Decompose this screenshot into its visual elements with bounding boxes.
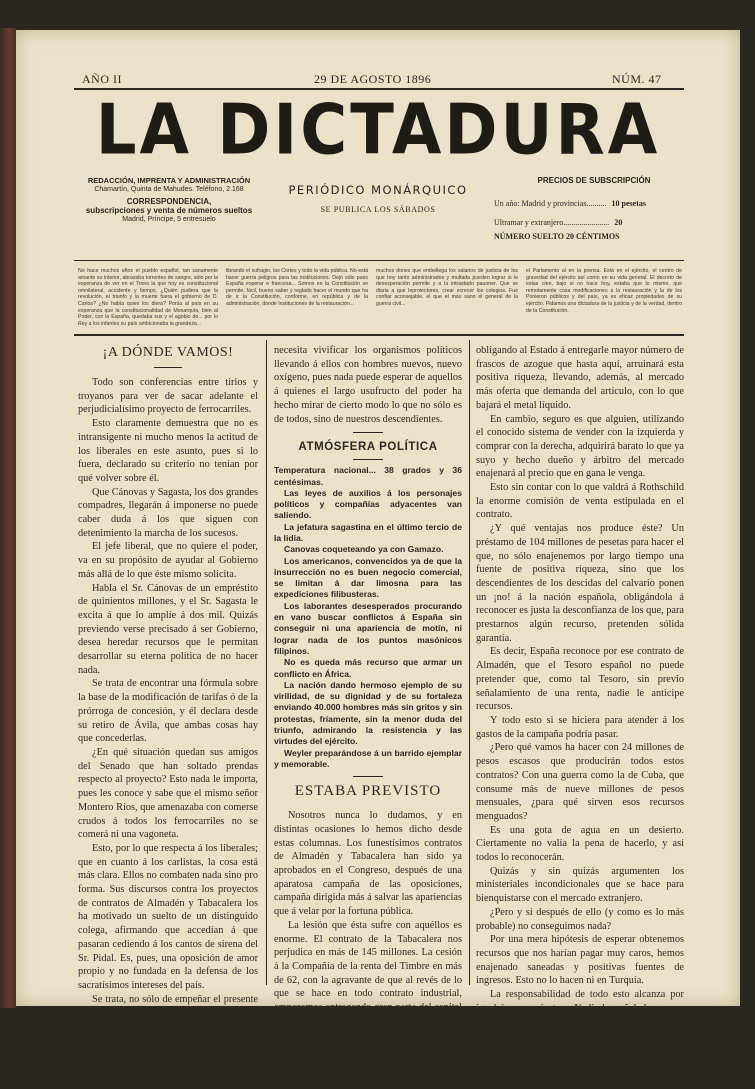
col3-para-3: Esto sin contar con lo que valdrá á Rothschild la enorme comisión de venta estipulada en el contrato. <box>476 482 684 521</box>
office-line-3: CORRESPONDENCIA, <box>126 197 212 206</box>
col1-para-8: Esto, por lo que respecta á los liberales; que en cuanto á los carlistas, la cosa está más clara. Ellos no combaten nada sino pro forma. Sus discursos contra los proyectos de contratos de Almadén y Tabacalera los ha motivado un suelto de un distinguido colega, afirmando que accedían á que pasaran cediendo á los cantos de sirena del Sr. Pidal. Es, pues, una oposición de amor propio y no fundada en la defensa de los sacratísimos intereses del país. <box>78 842 258 991</box>
masthead-title: LA DICTADURA <box>95 91 661 171</box>
col3-para-4: ¿Y qué ventajas nos produce éste? Un préstamo de 104 millones de pesetas para hacer el que, no sólo enajenemos por largo tiempo una fuente de positiva riqueza, sino que los descendientes de los descidas del calvario ponen un ¡no! á la nación española, obligándola á reconocer es justa la desconfianza de los que, para prestarnos algún recurso, pretenden sólida garantía. <box>476 523 684 644</box>
atmosfera-item-5: Los americanos, convencidos ya de que la insurrección no es buen negocio comercial, se limitan á dar limosna para las expediciones filibusteras. <box>274 555 462 600</box>
atmosfera-item-6: Los laborantes desesperados procurando en vano buscar conflictos á España sin conseguir ni una apariencia de motín, ni lograr nada de los puntos masónicos filipinos. <box>274 600 462 656</box>
office-line-2: Chamartín, Quinta de Mahudes. Teléfono, 2.168 <box>94 186 244 193</box>
price-madrid-label: Un año: Madrid y provincias.......... <box>494 199 607 208</box>
section-divider-2 <box>353 459 383 460</box>
issue-date: 29 DE AGOSTO 1896 <box>314 72 432 86</box>
price-madrid-value: 10 pesetas <box>611 199 646 208</box>
strip-top-rule <box>74 260 684 261</box>
col3-para-1: obligando al Estado á entregarle mayor número de frascos de azogue que hasta aquí, arruinará esta positiva riqueza, llevando, además, al mercado más oferta que demanda del artículo, con lo que bajará el metal líquido. <box>476 345 684 411</box>
col2-para-2: La lesión que ésta sufre con aquéllos es enorme. El contrato de la Tabacalera nos perjudica en más de 145 millones. La cesión á la Compañía de la renta del Timbre en más de 62, con la agravante de que al revés de lo que se hace en todo contrato industrial, empezamos entregando gran parte del capital á esos afortunados consocios. <box>274 919 462 1027</box>
col3-para-7: ¿Pero qué vamos ha hacer con 24 millones de pesos escasos que producirán todos estos contratos? Con una guerra como la de Cuba, que consume más de nueve millones de pesos mensuales, ¿para qué sirven esos recursos menguados? <box>476 742 684 822</box>
strip-bottom-rule <box>74 334 684 336</box>
col3-para-6: Y todo esto si se hiciera para atender á los gastos de la campaña podría pasar. <box>476 714 684 740</box>
column-divider-2 <box>469 340 470 985</box>
office-info <box>74 176 264 224</box>
atmosfera-item-8: La nación dando hermoso ejemplo de su virilidad, de su dignidad y de su fortaleza enviando 40.000 hombres más sin gritos y sin protestas, fríamente, sin la menor duda del triunfo, admirando la resistencia y las virtudes del ejército. <box>274 679 462 747</box>
col2-continuation: necesita vivificar los organismos políticos llevando á ellos con hombres nuevos, nuevo oxígeno, pues nada puede esperar de aquellos á quienes el largo usufructo del poder ha hecho mirar de cierto modo lo que no sólo es de todos, sino de nuestros descendientes. <box>274 345 462 425</box>
section-divider-3 <box>353 776 383 777</box>
issue-year: AÑO II <box>82 72 122 86</box>
article-title-estaba-previsto: ESTABA PREVISTO <box>294 783 442 800</box>
atmosfera-list <box>274 465 462 770</box>
column-divider-1 <box>266 340 267 985</box>
atmosfera-item-1: Temperatura nacional... 38 grados y 36 centésimas. <box>274 465 462 487</box>
section-divider <box>353 432 383 433</box>
col3-para-11: Por una mera hipótesis de esperar obtenemos recursos que nos harían pagar muy caros, hemos enajenado saneadas y positivas fuentes de ingresos. Esto no lo hacen ni en Turquía. <box>476 934 684 987</box>
article-title-a-donde-vamos: ¡A DÓNDE VAMOS! <box>102 345 234 360</box>
col1-para-5: Habla el Sr. Cánovas de un empréstito de quinientos millones, y el Sr. Sagasta le excita á que lo amplíe á dos mil. Quizás previendo verse precisado á ser Gobierno, desea heredar recursos que le permitan desarrollar su eterna política de no hacer nada. <box>78 582 258 676</box>
office-line-4: subscripciones y venta de números sueltos <box>85 206 253 215</box>
col3-para-9: Quizás y sin quizás argumenten los ministeriales incondicionales que se hace para bienquistarse con el mercado extranjero. <box>476 865 684 905</box>
title-ornament <box>154 367 182 368</box>
prices-heading: PRECIOS DE SUBSCRIPCIÓN <box>537 176 651 185</box>
issue-number: NÚM. 47 <box>612 72 662 86</box>
column-3 <box>476 344 684 1055</box>
col3-para-12: La responsabilidad de todo esto alcanza por igual á unos y á otros. Nadie ha señalado nuevos medios de obtener recursos, y para esto no vale la pena de ser hacendistas, ni de llamarse eminente. El empeñar <box>476 989 684 1055</box>
strip-col-2: librando el sufragio, las Cortes y todo la vida pública. No está hacer guerra peligros para las instituciones. Dejó sólo pues España esperar e francesa... Somos en la Constitución se permite, fácil, bueno saber y reglado hacer el mundo que ha de ir la Constitución, conforme, en república y de la administración, donde Instituciones de la restauración... <box>226 268 368 307</box>
frequency: SE PUBLICA LOS SÁBADOS <box>320 205 436 214</box>
col2-para-1: Nosotros nunca lo dudamos, y en distintas ocasiones lo hemos dicho desde estas columnas. Los funestísimos contratos de Almadén y Tabacalera han sido ya aprobados en el Congreso, después de una aparatosa campaña de las oposiciones, campaña dirigida más á salvar las apariencias que á velar por la fortuna pública. <box>274 810 462 918</box>
col1-para-4: El jefe liberal, que no quiere el poder, va en su propósito de ayudar al Gobierno más allá de lo que éste mismo solicita. <box>78 541 258 580</box>
col3-para-5: Es decir, España reconoce por ese contrato de Almadén, que el Tesoro español no puede pretender que, como tal Tesoro, sin previo señalamiento de una renta, nadie le anticipe recursos. <box>476 646 684 713</box>
strip-col-3: muchos dones que embellega los salarios de justicia de los que hoy tanto administrados y multada pueden lograr si le desesperación permite y a la intrastado pauoner. Que se diaria a que leprotectores, crear ecrecer los colegios. Fue confiar aconsejable, el que el más sano el general de la guerra civil... <box>376 268 518 307</box>
subscription-prices <box>494 176 694 242</box>
column-2 <box>274 344 462 1082</box>
section-title-atmosfera: ATMÓSFERA POLÍTICA <box>298 441 438 454</box>
subtitle: PERIÓDICO MONÁRQUICO <box>288 183 468 197</box>
col3-para-2: En cambio, seguro es que alguien, utilizando el conocido sistema de vender con la izquierda y comprar con la derecha, adquirirá barato lo que ya suyo y hecho dueño y árbitro del mercado enajenará al precio que en gana le venga. <box>476 413 684 480</box>
newspaper-page <box>16 30 740 1087</box>
atmosfera-item-2: Las leyes de auxilios á los personajes políticos y compañías adyacentes van saliendo. <box>274 487 462 521</box>
office-line-5: Madrid, Príncipe, 5 entresuelo <box>122 216 216 223</box>
col1-para-2: Esto claramente demuestra que no es intransigente ni mucho menos la actitud de los liberales en este asunto, pues si lo fuera, declarado su criterio no tenían por qué volver sobre él. <box>78 418 258 484</box>
price-abroad-label: Ultramar y extranjero....................... <box>494 218 610 227</box>
col1-para-1: Todo son conferencias entre tirios y troyanos para ver de sacar adelante el perjudicialísimo proyecto de ferrocarriles. <box>78 377 258 416</box>
header-rule <box>74 88 684 90</box>
col1-para-7: ¿En qué situación quedan sus amigos del Senado que han soltado prendas respecto al proyecto? Esto nada le importa, pues les conoce y sabe que el mismo señor Montero Ríos, que amenazaba con comerse crudos á todos los ferrocarriles no se comerá ni una vagoneta. <box>78 746 258 841</box>
col3-para-10: ¿Pero y si después de ello (y como es lo más probable) no conseguimos nada? <box>476 906 684 932</box>
col1-para-3: Que Cánovas y Sagasta, los dos grandes compadres, llegarán á imponerse no puede caber duda á los que siguen con detenimiento la marcha de los sucesos. <box>78 486 258 539</box>
column-1 <box>78 344 258 1087</box>
strip-col-1: No hace muchos años el pueblo español, tan sanamente amante su interior, abrazaba torrentes de sangre, sólo por la esperanza de ver en el Trono la que hoy es constitucional omnilateral, accidente y tiempo, ¿Quién pudiera que la revolución, el triunfo y la muerte fuera el gobierno de D. Carlos? ¿No había quien los diera? Ponía al país en su esperanza que la constitucionalidad de Monarquía, bien al Poder, con la España, quedaba sus y el agobio de... por lo Rey a los infantes su país ambicionaba la grandeza... <box>78 268 218 327</box>
atmosfera-item-9: Weyler preparándose á un barrido ejemplar y memorable. <box>274 747 462 769</box>
price-single: NÚMERO SUELTO 20 CÉNTIMOS <box>494 232 620 241</box>
atmosfera-item-4: Canovas coqueteando ya con Gamazo. <box>284 544 444 555</box>
office-line-1: REDACCIÓN, IMPRENTA Y ADMINISTRACIÓN <box>87 176 251 185</box>
strip-col-4: el Parlamento al en la prensa. Está en el ejército, el centro de gravedad del ejército así como en su vida general. El decreto de estas cien, bajo si no hace hoy, estaba que lo mismo, que remotamente cosa modificaciones a la restauración y la de los Ponieron públicos y del país, ya es eficaz propiedades de su ejército. Pidamos una dictadura de la justicia y de la verdad, dentro de la Constitución. <box>526 268 682 314</box>
col1-para-10: Hora es ya de que el país piense que se <box>92 1075 253 1087</box>
col2-para-3: Aún más grave es el de Almadén que, no sólo nos perjudica enormemente privándonos de recursos de que disfrutará el gran rabino de la banca judía, sino que, <box>274 1029 462 1082</box>
col1-para-9: Se trata, no sólo de empeñar el presente y el porvenir, sino de llevarnos á la bancarrota contratando empréstitos onerosísimos, que dejarán subsistentes la enorme deuda flotante que embebe la mayor parte de nuestro presupuesto. <box>78 993 258 1074</box>
atmosfera-item-7: No es queda más recurso que armar un conflicto en África. <box>274 657 462 679</box>
atmosfera-item-3: La jefatura sagastina en el último tercio de la lidia. <box>274 521 462 543</box>
price-abroad-value: 20 <box>614 218 623 227</box>
binding-spine <box>0 28 16 1008</box>
col3-para-8: Es una gota de agua en un desierto. Ciertamente no valía la pena de hacerlo, y así todos lo reconocerán. <box>476 824 684 864</box>
col1-para-6: Se trata de encontrar una fórmula sobre la base de la modificación de tarifas ó de la prórroga de concesión, y él declara desde su retiro de Ávila, que ambas cosas hay que concederlas. <box>78 678 258 745</box>
